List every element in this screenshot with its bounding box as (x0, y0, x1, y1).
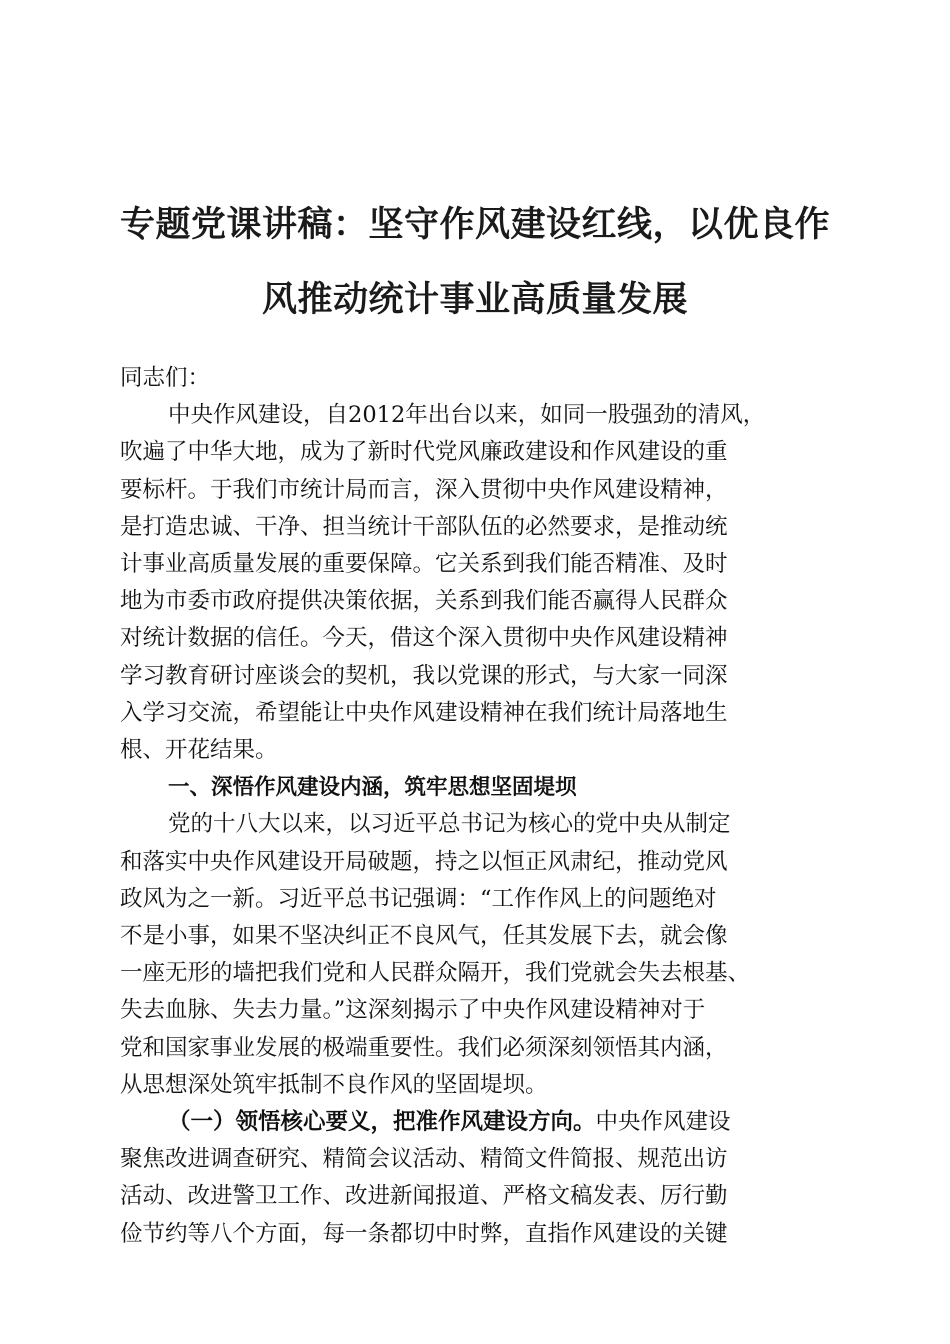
paragraph-line: 俭节约等八个方面，每一条都切中时弊，直指作风建设的关键 (120, 1220, 728, 1247)
paragraph-line: 学习教育研讨座谈会的契机，我以党课的形式，与大家一同深 (120, 662, 728, 689)
subsection-paragraph (120, 1104, 835, 1253)
salutation: 同志们： (120, 365, 211, 391)
paragraph-line: 党的十八大以来，以习近平总书记为核心的党中央从制定 (168, 811, 731, 838)
paragraph-line: 和落实中央作风建设开局破题，持之以恒正风肃纪，推动党风 (120, 848, 728, 875)
paragraph-line: 从思想深处筑牢抵制不良作风的坚固堤坝。 (120, 1071, 548, 1098)
paragraph-line: 党和国家事业发展的极端重要性。我们必须深刻领悟其内涵， (120, 1034, 728, 1061)
section-heading: 一、深悟作风建设内涵，筑牢思想坚固堤坝 (168, 775, 577, 801)
paragraph-line: 是打造忠诚、干净、担当统计干部队伍的必然要求，是推动统 (120, 513, 728, 540)
paragraph-line: 中央作风建设，自2012年出台以来，如同一股强劲的清风， (168, 402, 766, 429)
paragraph-line: 地为市委市政府提供决策依据，关系到我们能否赢得人民群众 (120, 588, 728, 615)
paragraph-line: 政风为之一新。习近平总书记强调：“工作作风上的问题绝对 (120, 885, 717, 912)
paragraph-line: 吹遍了中华大地，成为了新时代党风廉政建设和作风建设的重 (120, 439, 728, 466)
paragraph-line: 要标杆。于我们市统计局而言，深入贯彻中央作风建设精神， (120, 476, 728, 503)
paragraph-line (120, 1104, 835, 1141)
paragraph-line: 聚焦改进调查研究、精简会议活动、精简文件简报、规范出访 (120, 1146, 728, 1173)
paragraph-line: 失去血脉、失去力量。”这深刻揭示了中央作风建设精神对于 (120, 997, 706, 1024)
paragraph-line: 对统计数据的信任。今天，借这个深入贯彻中央作风建设精神 (120, 625, 728, 652)
paragraph-line: 根、开花结果。 (120, 737, 278, 764)
paragraph-line: 活动、改进警卫工作、改进新闻报道、严格文稿发表、厉行勤 (120, 1183, 728, 1210)
paragraph-line: 不是小事，如果不坚决纠正不良风气，任其发展下去，就会像 (120, 923, 728, 950)
document-title (110, 188, 840, 338)
section-paragraph (120, 806, 835, 1104)
title-line: 风推动统计事业高质量发展 (261, 280, 688, 320)
paragraph-line: 计事业高质量发展的重要保障。它关系到我们能否精准、及时 (120, 551, 728, 578)
intro-paragraph (120, 397, 835, 769)
subsection-heading: （一）领悟核心要义，把准作风建设方向。 (168, 1109, 596, 1136)
title-line: 专题党课讲稿：坚守作风建设红线，以优良作 (119, 205, 830, 245)
document-body (120, 360, 835, 1253)
paragraph-line: 入学习交流，希望能让中央作风建设精神在我们统计局落地生 (120, 699, 728, 726)
subsection-text: 中央作风建设 (595, 1109, 731, 1136)
paragraph-line: 一座无形的墙把我们党和人民群众隔开，我们党就会失去根基、 (120, 960, 751, 987)
